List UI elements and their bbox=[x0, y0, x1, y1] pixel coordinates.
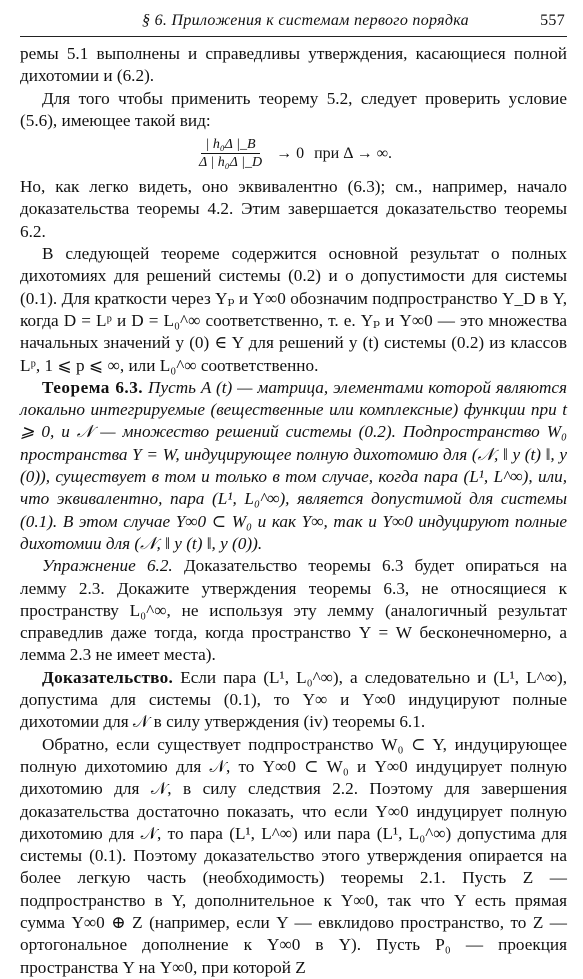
formula-numerator: | h₀Δ |_B bbox=[201, 137, 259, 154]
proof-text: Если пара (L¹, L₀^∞), а следовательно и (L¹, L^∞), допустима для системы (0.1), то Y∞ и Y∞0 индуцируют полные дихотомии для 𝒩 в силу утверждения (iv) теоремы 6.1. bbox=[20, 667, 567, 732]
exercise-text: Доказательство теоремы 6.3 будет опираться на лемму 2.3. Докажите утверждения теоремы 6.3, не относящиеся к пространству L₀^∞, не используя эту лемму (аналогичный результат справедлив даже тогда, когда пространство Y = W бесконечномерно, а лемма 2.3 не имеет места). bbox=[20, 556, 568, 665]
formula-denominator: Δ | h₀Δ |_D bbox=[198, 154, 263, 170]
paragraph-main-result: В следующей теореме содержится основной результат о полных дихотомиях для решений системы (0.2) и о допустимости для системы (0.1). Для краткости через Yₚ и Y∞0 обозначим подпространство Y_D в Y, когда D = Lᵖ и D = L₀^∞ соответственно, т. е. Yₚ и Y∞0 — это множества начальных значений y (0) ∈ Y для решений y (t) системы (0.2) из классов Lᵖ, 1 ⩽ p ⩽ ∞, или L₀^∞ соответственно. bbox=[20, 244, 567, 375]
theorem-text: Пусть A (t) — матрица, элементами которой являются локально интегрируемые (вещественные или комплексные) функции при t ⩾ 0, и 𝒩 — множество решений системы (0.2). Подпространство W₀ пространства Y = W, индуцирующее полную дихотомию для (𝒩, ‖ y (t) ‖, y (0)), существует в том и только в том случае, когда пара (L¹, L^∞), или, что эквивалентно, пара (L¹, L₀^∞), является допустимой для системы (0.1). В этом случае Y∞0 ⊂ W₀ и как Y∞, так и Y∞0 индуцируют полные дихотомии для (𝒩, ‖ y (t) ‖, y (0)). bbox=[20, 377, 568, 553]
formula-limit: → 0 bbox=[276, 145, 305, 163]
display-formula bbox=[20, 132, 567, 176]
theorem-6-3 bbox=[20, 377, 567, 555]
formula-condition: при Δ → ∞. bbox=[314, 145, 393, 163]
page-body bbox=[20, 43, 567, 979]
page-number: 557 bbox=[540, 12, 565, 29]
exercise-label: Упражнение 6.2. bbox=[42, 556, 173, 576]
formula-fraction bbox=[195, 137, 266, 172]
paragraph-equivalence: Но, как легко видеть, оно эквивалентно (6.3); см., например, начало доказательства теоремы 4.2. Этим завершается доказательство теоремы 6.2. bbox=[20, 177, 567, 241]
paragraph-continued: ремы 5.1 выполнены и справедливы утверждения, касающиеся полной дихотомии и (6.2). bbox=[20, 44, 567, 86]
header-title: § 6. Приложения к системам первого порядка bbox=[142, 12, 469, 29]
theorem-label: Теорема 6.3. bbox=[42, 377, 144, 397]
proof-continuation: Обратно, если существует подпространство W₀ ⊂ Y, индуцирующее полную дихотомию для 𝒩, то Y∞0 ⊂ W₀ и Y∞0 индуцирует полную дихотомию для 𝒩, в силу следствия 2.2. Поэтому для завершения доказательства достаточно показать, что если Y∞0 индуцирует полную дихотомию для 𝒩, то пара (L¹, L^∞) или пара (L¹, L₀^∞) допустима для системы (0.1). Поэтому доказательство этого утверждения опирается на более легкую часть (необходимость) теоремы 2.1. Пусть Z — подпространство в Y, дополнительное к Y∞0, так что Y есть прямая сумма Y∞0 ⊕ Z (например, если Y — евклидово пространство, то Z — ортогональное дополнение к Y∞0 в Y). Пусть P₀ — проекция пространства Y на Y∞0, при которой Z bbox=[20, 734, 567, 977]
running-header bbox=[20, 10, 567, 37]
proof-label: Доказательство. bbox=[42, 667, 174, 687]
paragraph-condition: Для того чтобы применить теорему 5.2, следует проверить условие (5.6), имеющее такой вид: bbox=[20, 88, 567, 130]
proof-block bbox=[20, 667, 567, 734]
exercise-6-2 bbox=[20, 555, 567, 666]
